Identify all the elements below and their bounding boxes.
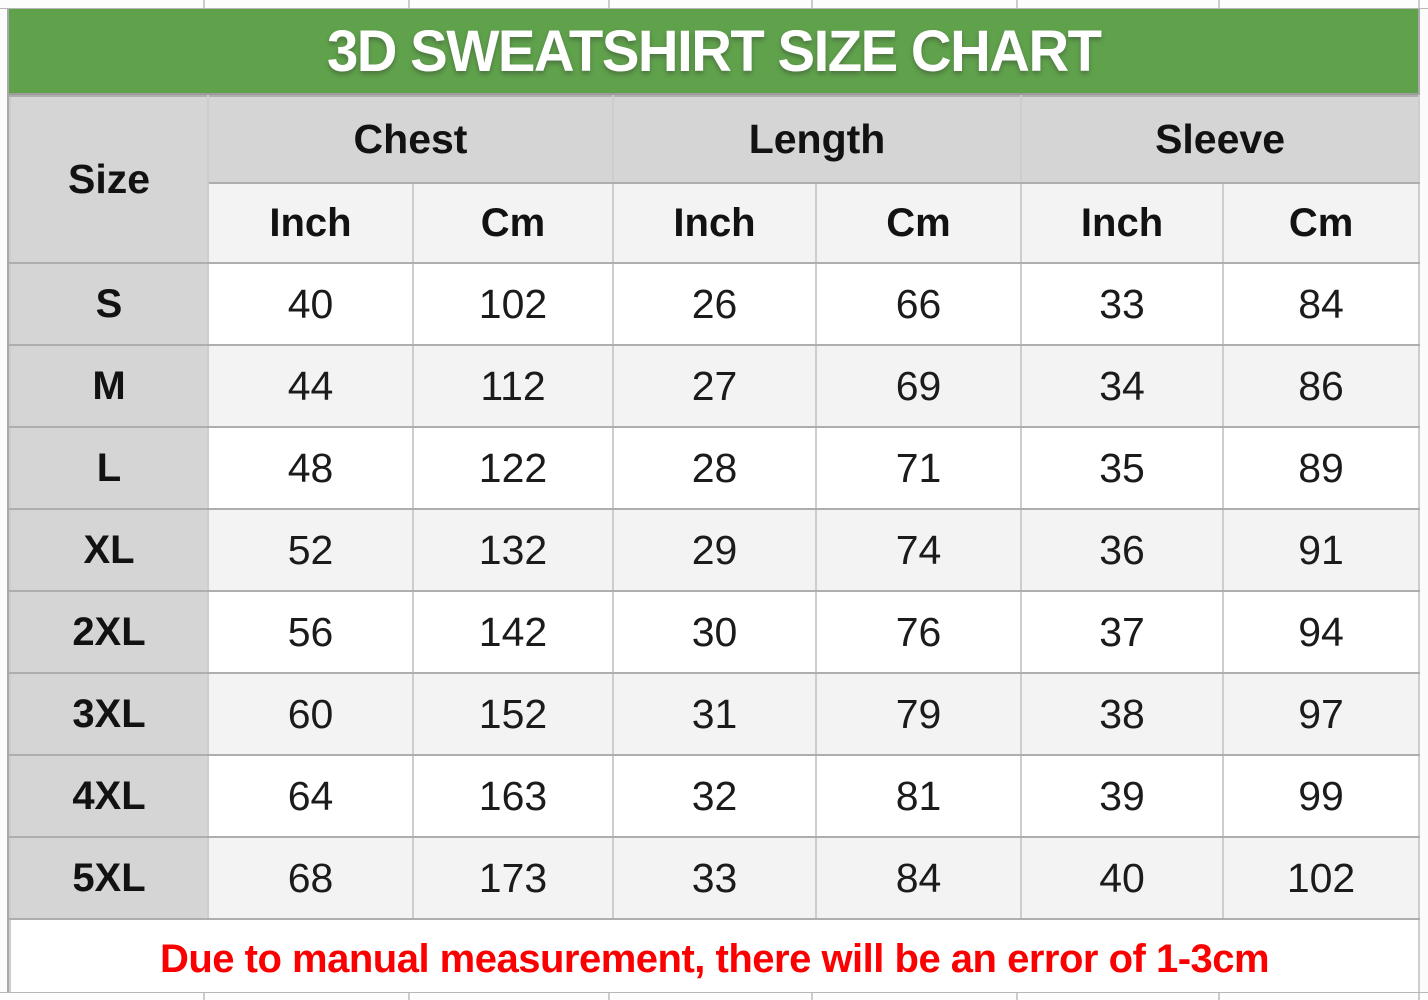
value-cell: 99 bbox=[1223, 755, 1419, 837]
value-cell: 132 bbox=[413, 509, 613, 591]
grid-edge-cell bbox=[1018, 993, 1220, 1000]
value-cell: 122 bbox=[413, 427, 613, 509]
value-cell: 27 bbox=[613, 345, 816, 427]
grid-edge-cell bbox=[410, 0, 610, 8]
grid-edge-cell bbox=[813, 0, 1018, 8]
size-cell: 4XL bbox=[10, 755, 208, 837]
value-cell: 39 bbox=[1021, 755, 1223, 837]
grid-edge-cell bbox=[205, 993, 410, 1000]
header-length-inch: Inch bbox=[613, 183, 816, 263]
value-cell: 48 bbox=[208, 427, 413, 509]
value-cell: 112 bbox=[413, 345, 613, 427]
unit-header-row bbox=[10, 183, 1419, 263]
value-cell: 40 bbox=[208, 263, 413, 345]
value-cell: 34 bbox=[1021, 345, 1223, 427]
value-cell: 102 bbox=[413, 263, 613, 345]
value-cell: 86 bbox=[1223, 345, 1419, 427]
value-cell: 81 bbox=[816, 755, 1021, 837]
value-cell: 66 bbox=[816, 263, 1021, 345]
value-cell: 89 bbox=[1223, 427, 1419, 509]
cropped-row-top bbox=[0, 0, 1428, 9]
value-cell: 44 bbox=[208, 345, 413, 427]
header-chest-cm: Cm bbox=[413, 183, 613, 263]
measurement-note: Due to manual measurement, there will be an error of 1-3cm bbox=[10, 919, 1419, 999]
sheet-middle bbox=[0, 9, 1428, 992]
table-row-2xl bbox=[10, 591, 1419, 673]
table-row-3xl bbox=[10, 673, 1419, 755]
header-size: Size bbox=[10, 96, 208, 263]
value-cell: 60 bbox=[208, 673, 413, 755]
group-header-row bbox=[10, 96, 1419, 183]
size-chart-sheet bbox=[7, 9, 1420, 992]
value-cell: 76 bbox=[816, 591, 1021, 673]
value-cell: 31 bbox=[613, 673, 816, 755]
value-cell: 97 bbox=[1223, 673, 1419, 755]
value-cell: 40 bbox=[1021, 837, 1223, 919]
size-cell: 5XL bbox=[10, 837, 208, 919]
value-cell: 38 bbox=[1021, 673, 1223, 755]
table-row-5xl bbox=[10, 837, 1419, 919]
cropped-row-bottom bbox=[0, 992, 1428, 1000]
grid-edge-cell bbox=[1420, 0, 1428, 8]
grid-edge-cell bbox=[0, 0, 205, 8]
value-cell: 29 bbox=[613, 509, 816, 591]
table-row-l bbox=[10, 427, 1419, 509]
table-row-4xl bbox=[10, 755, 1419, 837]
grid-edge-cell bbox=[205, 0, 410, 8]
value-cell: 91 bbox=[1223, 509, 1419, 591]
value-cell: 74 bbox=[816, 509, 1021, 591]
value-cell: 52 bbox=[208, 509, 413, 591]
header-sleeve-cm: Cm bbox=[1223, 183, 1419, 263]
header-length: Length bbox=[613, 96, 1021, 183]
header-chest-inch: Inch bbox=[208, 183, 413, 263]
grid-edge-cell bbox=[813, 993, 1018, 1000]
size-cell: S bbox=[10, 263, 208, 345]
header-length-cm: Cm bbox=[816, 183, 1021, 263]
size-cell: XL bbox=[10, 509, 208, 591]
value-cell: 79 bbox=[816, 673, 1021, 755]
value-cell: 163 bbox=[413, 755, 613, 837]
grid-edge-cell bbox=[1420, 993, 1428, 1000]
value-cell: 33 bbox=[613, 837, 816, 919]
grid-edge-cell bbox=[410, 993, 610, 1000]
value-cell: 173 bbox=[413, 837, 613, 919]
table-row-m bbox=[10, 345, 1419, 427]
chart-title-bar bbox=[9, 9, 1418, 95]
value-cell: 35 bbox=[1021, 427, 1223, 509]
grid-edge-cell bbox=[0, 993, 205, 1000]
header-sleeve-inch: Inch bbox=[1021, 183, 1223, 263]
value-cell: 37 bbox=[1021, 591, 1223, 673]
grid-edge-cell bbox=[1018, 0, 1220, 8]
size-cell: M bbox=[10, 345, 208, 427]
value-cell: 68 bbox=[208, 837, 413, 919]
size-cell: 2XL bbox=[10, 591, 208, 673]
value-cell: 33 bbox=[1021, 263, 1223, 345]
value-cell: 32 bbox=[613, 755, 816, 837]
table-row-xl bbox=[10, 509, 1419, 591]
value-cell: 56 bbox=[208, 591, 413, 673]
grid-edge-cell bbox=[1220, 0, 1420, 8]
value-cell: 30 bbox=[613, 591, 816, 673]
measurement-note-row bbox=[10, 919, 1419, 999]
header-sleeve: Sleeve bbox=[1021, 96, 1419, 183]
value-cell: 71 bbox=[816, 427, 1021, 509]
cropped-column-right bbox=[1420, 9, 1428, 992]
value-cell: 36 bbox=[1021, 509, 1223, 591]
value-cell: 152 bbox=[413, 673, 613, 755]
table-row-s bbox=[10, 263, 1419, 345]
grid-edge-cell bbox=[1220, 993, 1420, 1000]
header-chest: Chest bbox=[208, 96, 613, 183]
value-cell: 94 bbox=[1223, 591, 1419, 673]
grid-edge-cell bbox=[610, 993, 813, 1000]
value-cell: 142 bbox=[413, 591, 613, 673]
value-cell: 64 bbox=[208, 755, 413, 837]
grid-edge-cell bbox=[610, 0, 813, 8]
value-cell: 84 bbox=[1223, 263, 1419, 345]
size-cell: L bbox=[10, 427, 208, 509]
size-cell: 3XL bbox=[10, 673, 208, 755]
value-cell: 28 bbox=[613, 427, 816, 509]
value-cell: 102 bbox=[1223, 837, 1419, 919]
value-cell: 84 bbox=[816, 837, 1021, 919]
size-chart-table bbox=[9, 95, 1420, 1000]
value-cell: 69 bbox=[816, 345, 1021, 427]
value-cell: 26 bbox=[613, 263, 816, 345]
cropped-column-left bbox=[0, 9, 7, 992]
chart-title: 3D SWEATSHIRT SIZE CHART bbox=[326, 18, 1101, 84]
